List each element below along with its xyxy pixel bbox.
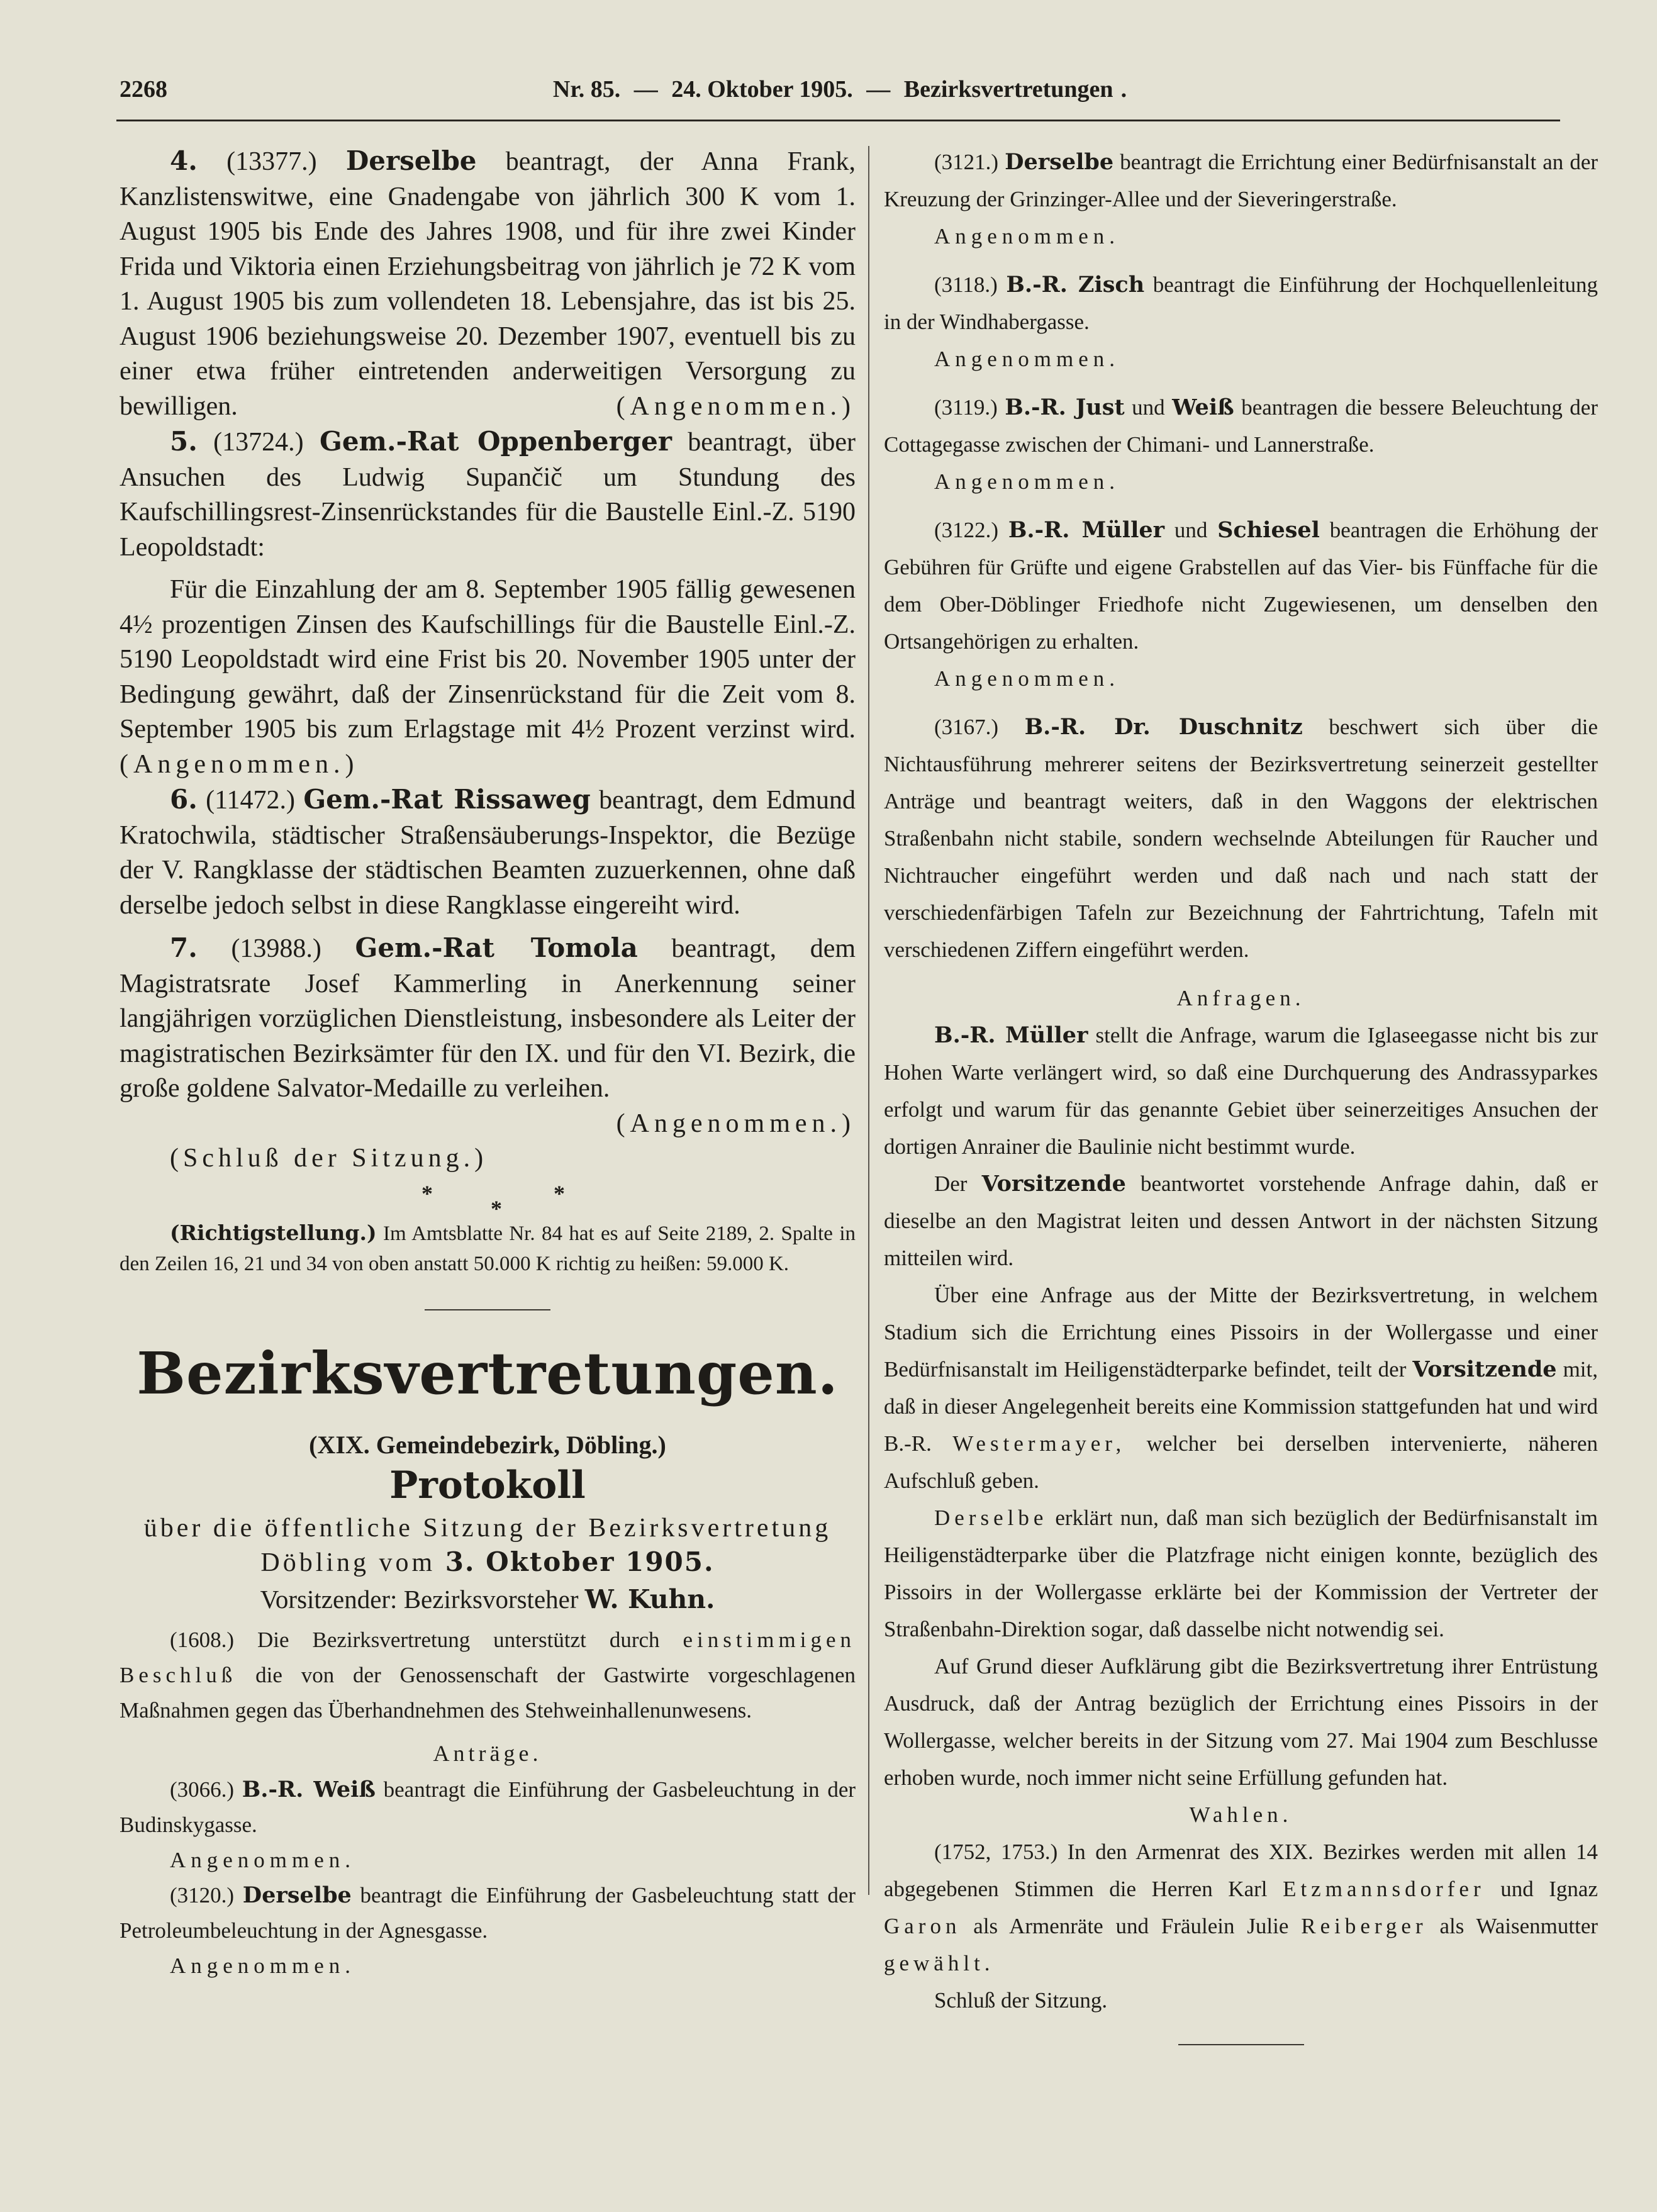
session-closing: (Schluß der Sitzung.): [170, 1144, 488, 1173]
section-title: Bezirksvertretungen.: [137, 1339, 839, 1407]
star: *: [491, 1195, 502, 1221]
wahlen-heading: Wahlen.: [1189, 1802, 1293, 1827]
question-1: B.-R. Müller stellt die Anfrage, warum die Iglaseegasse nicht bis zur Hohen Warte verlängert wird, so daß eine Durchquerung des Andrassyparkes erfolgt und warum für das genannte Gebiet über seinerzeitiges Ansuchen der dortigen Anrainer die Baulinie nicht bestimmt wurde.: [884, 1022, 1598, 1159]
paragraph-1608: (1608.) Die Bezirksvertretung unterstützt durch einstimmigen Beschluß die von der Genossenschaft der Gastwirte vorgeschlagenen Maßnahmen gegen das Überhandnehmen des Stehweinhallenunwesens.: [120, 1627, 856, 1723]
star: *: [554, 1180, 565, 1206]
paragraph-3121-result: Angenommen.: [934, 224, 1120, 249]
session-date: 3. Oktober 1905.: [445, 1546, 715, 1577]
star: *: [421, 1180, 433, 1206]
chair-line: Vorsitzender: Bezirksvorsteher W. Kuhn.: [260, 1584, 715, 1614]
item-5-actor: Gem.-Rat Oppenberger: [319, 426, 672, 457]
item-6: 6. (11472.) Gem.-Rat Rissaweg beantragt, dem Edmund Kratochwila, städtischer Straßensäuberungs-Inspektor, die Bezüge der V. Rangklasse der städtischen Beamten zuzuerkennen, ohne daß derselbe jedoch selbst in diese Rangklasse eingereiht wird.: [120, 784, 856, 920]
item-7-result: (Angenommen.): [616, 1109, 856, 1138]
item-5-resolution: Für die Einzahlung der am 8. September 1905 fällig gewesenen 4½ prozentigen Zinsen des Kaufschillings für die Baustelle Einl.-Z. 5190 Leopoldstadt wird eine Frist bis 20. November 1905 unter der Bedingung gewährt, daß der Zinsenrückstand für die Zeit vom 8. September 1905 bis zum Erlagstage mit 4½ Prozent verzinst wird. (Angenommen.): [120, 575, 856, 779]
correction-label: (Richtigstellung.): [170, 1220, 377, 1245]
page-number: 2268: [120, 76, 167, 103]
district-heading: (XIX. Gemeindebezirk, Döbling.): [309, 1430, 666, 1459]
header-rule: [116, 120, 1560, 121]
paragraph-3118: (3118.) B.-R. Zisch beantragt die Einführung der Hochquellenleitung in der Windhabergasse.: [884, 272, 1598, 334]
question-2-answer: Derselbe erklärt nun, daß man sich bezüglich der Bedürfnisanstalt im Heiligenstädterparke über die Platzfrage nicht einigen konnte, bezüglich des Pissoirs in der Wollergasse erklärte bei der Kommission der Vertreter der Straßenbahn-Direktion sogar, daß dasselbe nicht notwendig sei.: [884, 1505, 1598, 1641]
item-6-actor: Gem.-Rat Rissaweg: [303, 784, 591, 815]
paragraph-3120-result: Angenommen.: [170, 1953, 356, 1978]
item-7: 7. (13988.) Gem.-Rat Tomola beantragt, dem Magistratsrate Josef Kammerling in Anerkennung seiner langjährigen vorzüglichen Dienstleistung, insbesondere als Leiter der magistratischen Bezirksämter für den IX. und für den VI. Bezirk, die große goldene Salvator-Medaille zu verleihen.: [120, 932, 856, 1103]
header-dash-1: —: [633, 76, 658, 103]
item-4-result: (Angenommen.): [616, 391, 856, 421]
anfragen-heading: Anfragen.: [1176, 986, 1305, 1010]
item-5-result: (Angenommen.): [120, 749, 359, 779]
session-line-2: Döbling vom 3. Oktober 1905.: [260, 1546, 715, 1577]
session-line-1: über die öffentliche Sitzung der Bezirksvertretung: [143, 1513, 832, 1543]
paragraph-3119-result: Angenommen.: [934, 469, 1120, 494]
paragraph-3120: (3120.) Derselbe beantragt die Einführung der Gasbeleuchtung statt der Petroleumbeleuchtung in der Agnesgasse.: [120, 1882, 856, 1943]
paragraph-3066: (3066.) B.-R. Weiß beantragt die Einführung der Gasbeleuchtung in der Budinskygasse.: [120, 1776, 856, 1837]
section-name: Bezirksvertretungen: [903, 76, 1113, 103]
item-7-actor: Gem.-Rat Tomola: [355, 932, 638, 963]
right-session-closing: Schluß der Sitzung.: [934, 1988, 1108, 2013]
column-divider: [868, 146, 869, 1895]
paragraph-3122: (3122.) B.-R. Müller und Schiesel beantragen die Erhöhung der Gebühren für Grüfte und eigene Grabstellen auf das Vier- bis Fünffache für die dem Ober-Döblinger Friedhofe nicht Zugewiesenen, um denselben den Ortsangehörigen zu erhalten.: [884, 517, 1598, 654]
issue-number: Nr. 85.: [552, 76, 621, 103]
left-column: [120, 143, 856, 1984]
antraege-heading: Anträge.: [433, 1740, 542, 1766]
paragraph-3121: (3121.) Derselbe beantragt die Errichtung einer Bedürfnisanstalt an der Kreuzung der Grinzinger-Allee und der Sieveringerstraße.: [884, 149, 1598, 211]
elections-paragraph: (1752, 1753.) In den Armenrat des XIX. Bezirkes werden mit allen 14 abgegebenen Stimmen die Herren Karl Etzmannsdorfer und Ignaz Garon als Armenräte und Fräulein Julie Reiberger als Waisenmutter gewählt.: [884, 1840, 1598, 1975]
header-dash-2: —: [866, 76, 891, 103]
right-column: [884, 143, 1598, 2045]
question-2-resolution: Auf Grund dieser Aufklärung gibt die Bezirksvertretung ihrer Entrüstung Ausdruck, daß der Antrag bezüglich der Errichtung eines Pissoirs in der Wollergasse, welcher bereits in der Sitzung vom 27. Mai 1904 zum Beschlusse erhoben wurde, noch immer nicht seine Erfüllung gefunden hat.: [884, 1654, 1598, 1790]
stars-divider: [120, 1176, 856, 1221]
issue-date: 24. Oktober 1905.: [671, 76, 853, 103]
protokoll-heading: Protokoll: [389, 1463, 586, 1507]
paragraph-3122-result: Angenommen.: [934, 666, 1120, 691]
question-1-answer: Der Vorsitzende beantwortet vorstehende Anfrage dahin, daß er dieselbe an den Magistrat leiten und dessen Antwort in der nächsten Sitzung mitteilen wird.: [884, 1171, 1598, 1270]
end-rule: [1178, 2044, 1304, 2045]
item-5: 5. (13724.) Gem.-Rat Oppenberger beantragt, über Ansuchen des Ludwig Supančič um Stundung des Kaufschillingsrest-Zinsenrückstandes für die Baustelle Einl.-Z. 5190 Leopoldstadt:: [120, 426, 856, 562]
correction-note: (Richtigstellung.) Im Amtsblatte Nr. 84 hat es auf Seite 2189, 2. Spalte in den Zeilen 16, 21 und 34 von oben anstatt 50.000 K richtig zu heißen: 59.000 K.: [120, 1220, 856, 1275]
chair-name: W. Kuhn.: [584, 1584, 715, 1614]
paragraph-3066-result: Angenommen.: [170, 1847, 356, 1872]
paragraph-3118-result: Angenommen.: [934, 347, 1120, 371]
item-4: 4. (13377.) Derselbe beantragt, der Anna Frank, Kanzlistenswitwe, eine Gnadengabe von jährlich 300 K vom 1. August 1905 bis Ende des Jahres 1908, und für ihre zwei Kinder Frida und Viktoria einen Erziehungsbeitrag von jährlich je 72 K vom 1. August 1905 bis zum vollendeten 18. Lebensjahre, das ist bis 25. August 1906 beziehungsweise 20. Dezember 1907, eventuell bis zu einer etwa früher eintretenden anderweitigen Versorgung zu bewilligen. (Angenommen.): [120, 143, 856, 424]
paragraph-3119: (3119.) B.-R. Just und Weiß beantragen die bessere Beleuchtung der Cottagegasse zwischen der Chimani- und Lannerstraße.: [884, 394, 1598, 457]
running-title: Nr. 85. — 24. Oktober 1905. — Bezirksvertretungen .: [552, 76, 1127, 103]
paragraph-3167: (3167.) B.-R. Dr. Duschnitz beschwert sich über die Nichtausführung mehrerer seitens der Bezirksvertretung seinerzeit gestellter Anträge und beantragt weiters, daß in den Waggons der elektrischen Straßenbahn nicht stabile, sondern wechselnde Abteilungen für Raucher und Nichtraucher eingeführt werden und daß nach und nach statt der verschiedenfärbigen Tafeln zur Bezeichnung der Fahrtrichtung, Tafeln mit verschiedenen Ziffern eingeführt werden.: [884, 714, 1598, 962]
question-2: Über eine Anfrage aus der Mitte der Bezirksvertretung, in welchem Stadium sich die Errichtung eines Pissoirs in der Wollergasse und einer Bedürfnisanstalt im Heiligenstädterparke befindet, teilt der Vorsitzende mit, daß in dieser Angelegenheit bereits eine Kommission stattgefunden hat und wird B.-R. Westermayer, welcher bei derselben intervenierte, näheren Aufschluß geben.: [884, 1283, 1598, 1493]
page-header: [120, 70, 1560, 108]
item-4-actor: Derselbe: [345, 145, 477, 176]
section-rule: [425, 1309, 550, 1310]
